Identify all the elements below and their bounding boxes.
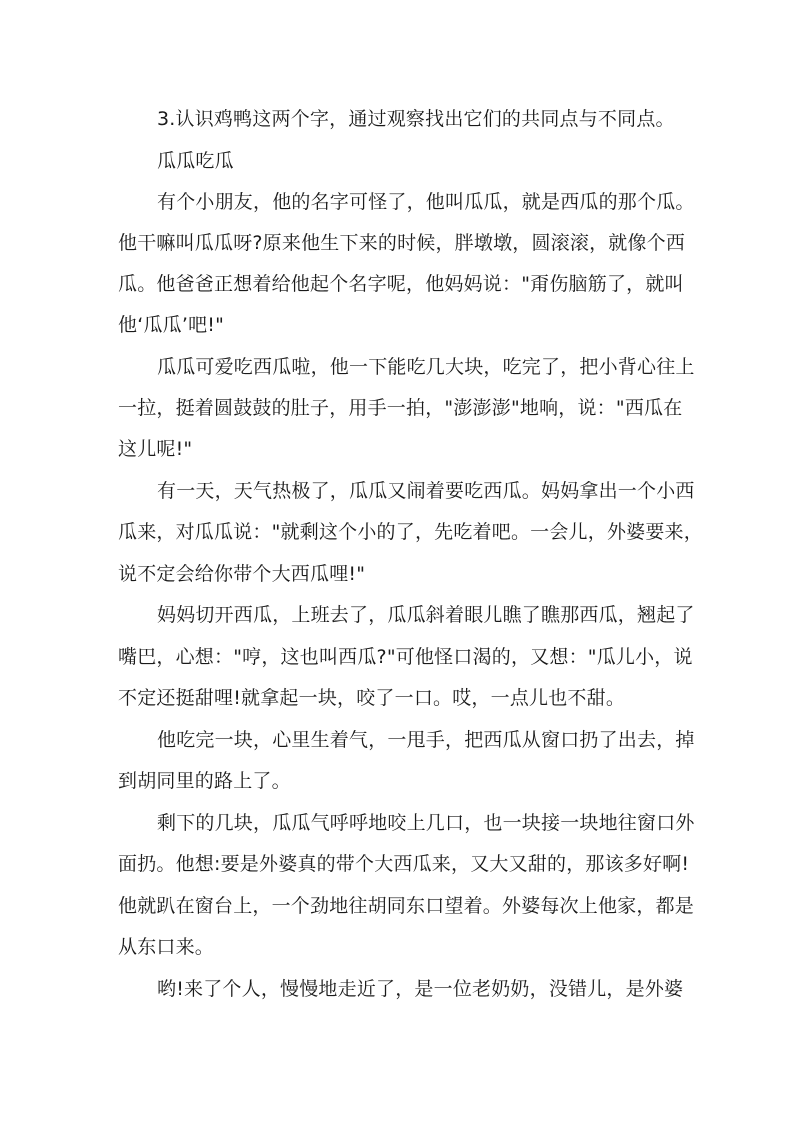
text-line: 到胡同里的路上了。 (118, 770, 291, 792)
text-line: 嘴巴，心想："哼，这也叫西瓜?"可他怪口渴的，又想："瓜儿小，说 (118, 646, 693, 668)
text-line: 他‘瓜瓜’吧!" (118, 314, 225, 336)
text-line: 不定还挺甜哩!就拿起一块，咬了一口。哎，一点儿也不甜。 (118, 687, 626, 709)
text-line: 瓜。他爸爸正想着给他起个名字呢，他妈妈说："甭伤脑筋了，就叫 (118, 273, 684, 295)
text-line: 妈妈切开西瓜，上班去了，瓜瓜斜着眼儿瞧了瞧那西瓜，翘起了 (157, 604, 695, 626)
text-line: 说不定会给你带个大西瓜哩!" (118, 563, 366, 585)
text-line: 这儿呢!" (118, 438, 193, 460)
text-line: 瓜瓜可爱吃西瓜啦，他一下能吃几大块，吃完了，把小背心往上 (157, 356, 695, 378)
text-line: 哟!来了个人，慢慢地走近了，是一位老奶奶，没错儿，是外婆 (157, 978, 684, 1000)
text-line: 一拉，挺着圆鼓鼓的肚子，用手一拍，"澎澎澎"地响，说："西瓜在 (118, 397, 683, 419)
text-line: 他吃完一块，心里生着气，一甩手，把西瓜从窗口扔了出去，掉 (157, 729, 695, 751)
text-line: 他就趴在窗台上，一个劲地往胡同东口望着。外婆每次上他家，都是 (118, 895, 695, 917)
text-line: 剩下的几块，瓜瓜气呼呼地咬上几口，也一块接一块地往窗口外 (157, 812, 695, 834)
story-title: 瓜瓜吃瓜 (157, 150, 234, 172)
text-line: 瓜来，对瓜瓜说："就剩这个小的了，先吃着吧。一会儿，外婆要来， (118, 521, 703, 543)
text-line: 从东口来。 (118, 936, 215, 958)
exercise-instruction: 3.认识鸡鸭这两个字，通过观察找出它们的共同点与不同点。 (157, 108, 675, 130)
text-line: 有个小朋友，他的名字可怪了，他叫瓜瓜，就是西瓜的那个瓜。 (157, 191, 695, 213)
text-line: 他干嘛叫瓜瓜呀?原来他生下来的时候，胖墩墩，圆滚滚，就像个西 (118, 232, 686, 254)
text-line: 有一天，天气热极了，瓜瓜又闹着要吃西瓜。妈妈拿出一个小西 (157, 480, 695, 502)
text-line: 面扔。他想:要是外婆真的带个大西瓜来，又大又甜的，那该多好啊! (118, 853, 690, 875)
